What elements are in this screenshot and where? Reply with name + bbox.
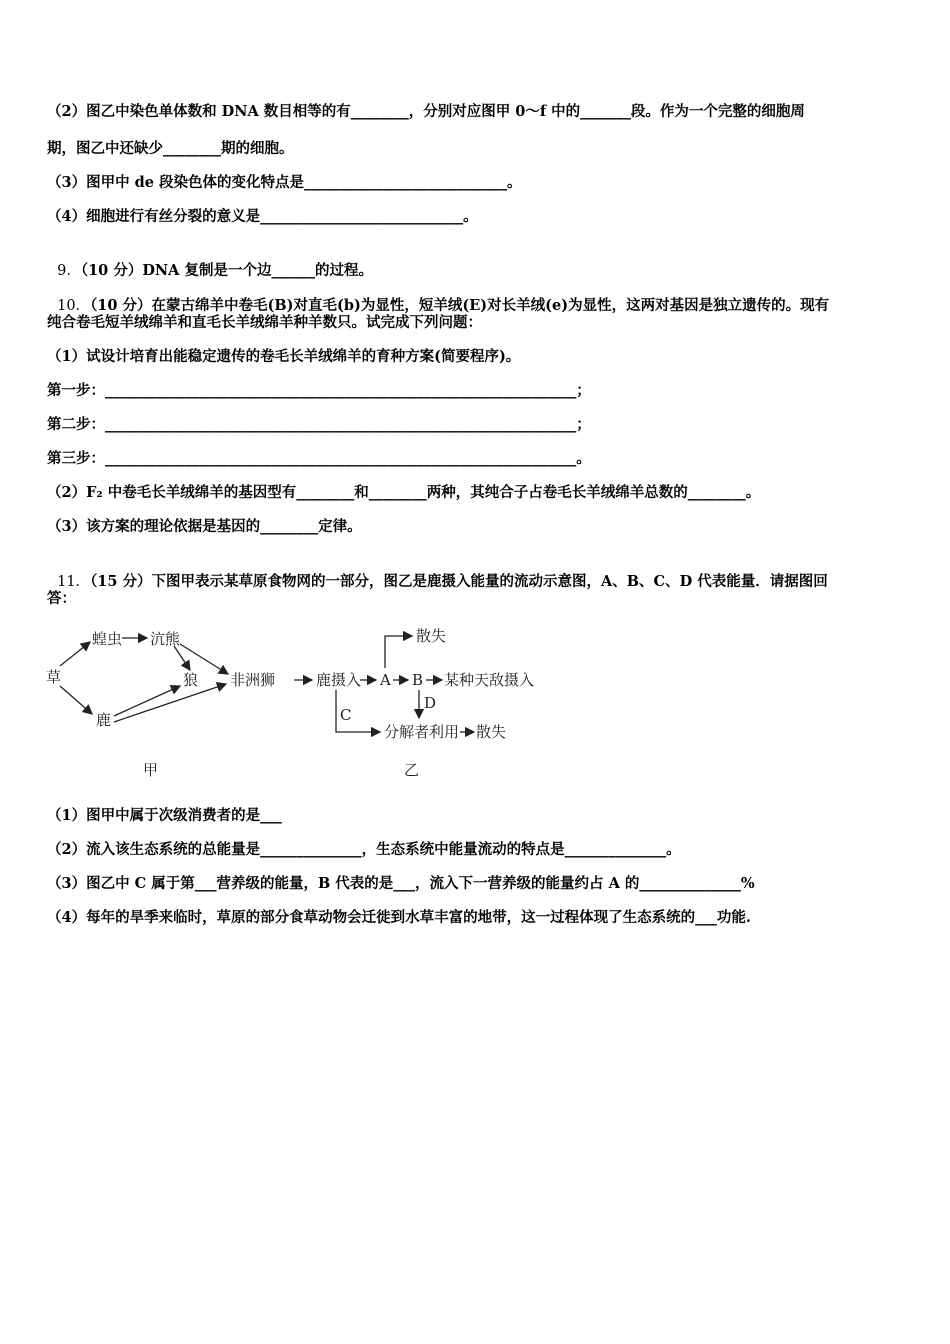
node-predator-intake: 某种天敌摄入 <box>444 671 535 689</box>
arrow-grass-deer <box>60 686 92 714</box>
node-grass: 草 <box>46 668 62 686</box>
step3-line: 第三步：_________________________________________________________________。 <box>47 450 591 467</box>
node-deer: 鹿 <box>96 711 112 729</box>
label-c: C <box>340 706 352 724</box>
node-lion: 非洲狮 <box>230 671 276 689</box>
node-dissipation-top: 散失 <box>416 627 447 645</box>
node-deer-intake: 鹿摄入 <box>316 671 362 689</box>
food-web-energy-diagram <box>40 622 540 782</box>
arrow-a-dissipation <box>385 636 412 668</box>
q11-line2: 答： <box>47 590 76 607</box>
q10-line1 <box>47 276 829 316</box>
q8-2-line2: 期，图乙中还缺少________期的细胞。 <box>47 140 294 157</box>
arrow-bear-wolf <box>174 646 190 670</box>
q10-3-line: （3）该方案的理论依据是基因的________定律。 <box>47 518 362 535</box>
q9-line <box>47 241 373 281</box>
q11-4-line: （4）每年的旱季来临时，草原的部分食草动物会迁徙到水草丰富的地带，这一过程体现了生态系统的___功能. <box>47 909 751 926</box>
q10-line2: 纯合卷毛短羊绒绵羊和直毛长羊绒绵羊种羊数只。试完成下列问题： <box>47 314 482 331</box>
node-locust: 蝗虫 <box>92 630 123 648</box>
q8-4-line: （4）细胞进行有丝分裂的意义是____________________________。 <box>47 208 478 225</box>
node-b: B <box>412 671 424 689</box>
q10-text: （10 分）在蒙古绵羊中卷毛(B)对直毛(b)为显性，短羊绒(E)对长羊绒(e)为显性，这两对基因是独立遗传的。现有 <box>90 297 830 314</box>
q10-2-line: （2）F₂ 中卷毛长羊绒绵羊的基因型有________和________两种，其纯合子占卷毛长羊绒绵羊总数的________。 <box>47 484 761 501</box>
q11-number: 11． <box>57 574 91 590</box>
q11-line1 <box>47 552 828 592</box>
node-decomposer-use: 分解者利用 <box>384 723 460 741</box>
q9-number: 9． <box>57 263 81 279</box>
node-a: A <box>380 671 391 689</box>
node-bear: 沆熊 <box>150 630 181 648</box>
q10-number: 10． <box>57 298 91 314</box>
arrow-deer-lion <box>114 684 226 722</box>
caption-yi: 乙 <box>404 761 420 779</box>
node-dissipation-bottom: 散失 <box>476 723 507 741</box>
arrow-grass-locust <box>60 642 90 666</box>
q8-3-line: （3）图甲中 de 段染色体的变化特点是____________________________。 <box>47 174 522 191</box>
label-d: D <box>424 694 437 712</box>
node-wolf: 狼 <box>183 671 199 689</box>
food-web-jia <box>46 630 275 779</box>
q8-2-line1: （2）图乙中染色单体数和 DNA 数目相等的有________，分别对应图甲 0～f 中的_______段。作为一个完整的细胞周 <box>47 103 805 120</box>
q11-1-line: （1）图甲中属于次级消费者的是___ <box>47 807 282 824</box>
step2-line: 第二步：_________________________________________________________________； <box>47 416 591 433</box>
caption-jia: 甲 <box>143 761 159 779</box>
q10-1-line: （1）试设计培育出能稳定遗传的卷毛长羊绒绵羊的育种方案(简要程序)。 <box>47 348 521 365</box>
arrow-deer-wolf <box>114 686 180 716</box>
energy-flow-yi <box>294 627 534 779</box>
step1-line: 第一步：_________________________________________________________________； <box>47 382 591 399</box>
q11-2-line: （2）流入该生态系统的总能量是______________，生态系统中能量流动的特点是______________。 <box>47 841 681 858</box>
q9-text: （10 分）DNA 复制是一个边______的过程。 <box>80 262 373 279</box>
q11-text: （15 分）下图甲表示某草原食物网的一部分，图乙是鹿摄入能量的流动示意图，A、B、C、D 代表能量．请据图回 <box>90 573 828 590</box>
arrow-bear-lion <box>180 644 228 674</box>
q11-3-line: （3）图乙中 C 属于第___营养级的能量，B 代表的是___，流入下一营养级的能量约占 A 的______________% <box>47 875 755 892</box>
